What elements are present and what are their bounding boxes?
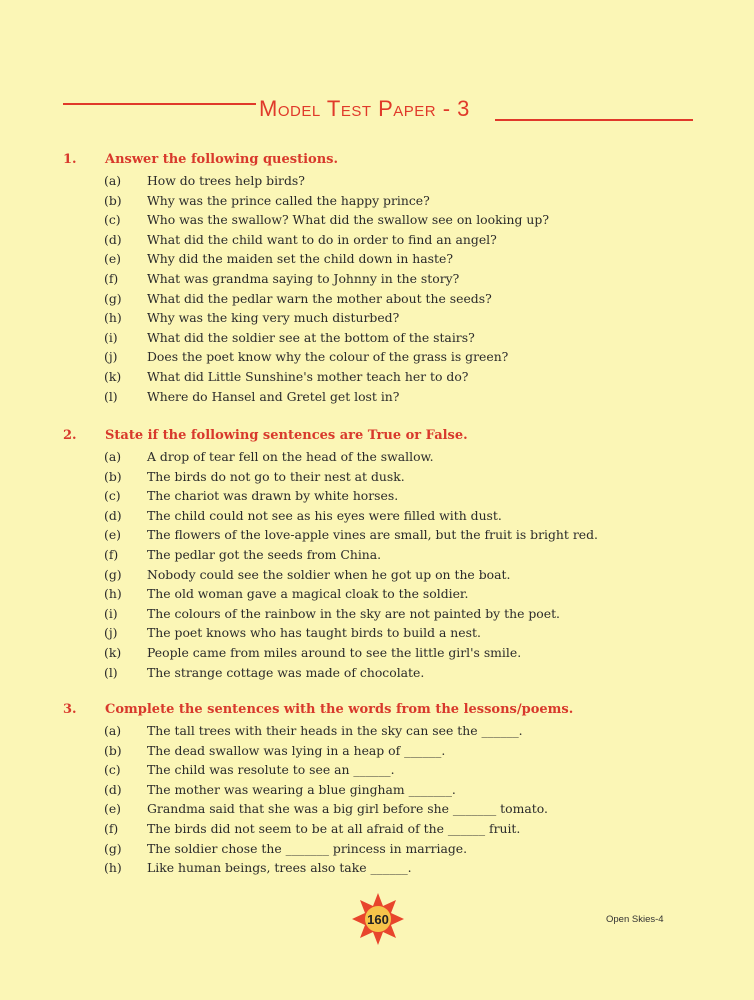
item-label: (g) xyxy=(104,290,122,306)
item-text: Nobody could see the soldier when he got up on the boat. xyxy=(147,566,511,582)
item-text: Where do Hansel and Gretel get lost in? xyxy=(147,388,400,404)
item-label: (h) xyxy=(104,310,122,326)
item-label: (j) xyxy=(104,625,118,641)
item-text: The pedlar got the seeds from China. xyxy=(147,546,382,562)
item-label: (f) xyxy=(104,820,119,836)
item-label: (k) xyxy=(104,644,122,660)
section-1 xyxy=(63,152,693,408)
section-header xyxy=(63,152,693,173)
item-label: (a) xyxy=(104,723,122,738)
statement-item xyxy=(63,567,693,587)
fill-blank-item xyxy=(63,860,693,880)
item-label: (c) xyxy=(104,762,121,778)
title-rule-left xyxy=(63,103,256,105)
item-text: Does the poet know why the colour of the grass is green? xyxy=(147,349,509,365)
item-label: (l) xyxy=(104,388,118,404)
question-item xyxy=(63,212,693,232)
item-text: The tall trees with their heads in the sky can see the ______. xyxy=(147,723,523,738)
statement-item xyxy=(63,625,693,645)
item-label: (e) xyxy=(104,527,122,543)
page-number: 160 xyxy=(367,912,389,927)
section-2 xyxy=(63,428,693,684)
question-item xyxy=(63,349,693,369)
question-item xyxy=(63,173,693,193)
question-item xyxy=(63,193,693,213)
item-text: The birds did not seem to be at all afraid of the ______ fruit. xyxy=(147,820,521,836)
statement-item xyxy=(63,488,693,508)
section-header xyxy=(63,428,693,449)
item-text: The mother was wearing a blue gingham _______. xyxy=(147,781,456,797)
item-label: (b) xyxy=(104,468,122,484)
statement-item xyxy=(63,449,693,469)
statement-item xyxy=(63,645,693,665)
item-text: Like human beings, trees also take ______. xyxy=(147,860,412,876)
fill-blank-item xyxy=(63,801,693,821)
question-item xyxy=(63,251,693,271)
item-label: (j) xyxy=(104,349,118,365)
item-text: The child was resolute to see an ______. xyxy=(147,762,395,778)
fill-blank-item xyxy=(63,762,693,782)
item-text: The flowers of the love-apple vines are small, but the fruit is bright red. xyxy=(147,527,598,543)
item-text: The strange cottage was made of chocolate. xyxy=(147,664,425,680)
statement-item xyxy=(63,508,693,528)
question-item xyxy=(63,232,693,252)
section-3 xyxy=(63,702,693,880)
item-label: (c) xyxy=(104,212,121,228)
item-label: (l) xyxy=(104,664,118,680)
question-item xyxy=(63,389,693,409)
item-label: (d) xyxy=(104,231,122,247)
item-text: How do trees help birds? xyxy=(147,173,305,188)
section-number: 3. xyxy=(63,702,77,717)
item-label: (h) xyxy=(104,586,122,602)
item-text: Why was the prince called the happy prince? xyxy=(147,192,430,208)
item-text: The chariot was drawn by white horses. xyxy=(147,488,399,504)
item-label: (b) xyxy=(104,192,122,208)
item-text: Why did the maiden set the child down in haste? xyxy=(147,251,453,267)
item-label: (h) xyxy=(104,860,122,876)
item-label: (a) xyxy=(104,173,122,188)
item-text: The soldier chose the _______ princess in marriage. xyxy=(147,840,468,856)
fill-blank-item xyxy=(63,841,693,861)
section-title: Complete the sentences with the words from the lessons/poems. xyxy=(105,702,574,717)
title-rule-right xyxy=(495,119,693,121)
item-label: (f) xyxy=(104,270,119,286)
question-item xyxy=(63,271,693,291)
item-label: (f) xyxy=(104,546,119,562)
fill-blank-item xyxy=(63,782,693,802)
statement-item xyxy=(63,606,693,626)
question-item xyxy=(63,310,693,330)
title-row xyxy=(63,96,693,126)
item-label: (d) xyxy=(104,507,122,523)
statement-item xyxy=(63,547,693,567)
item-text: The poet knows who has taught birds to build a nest. xyxy=(147,625,481,641)
statement-item xyxy=(63,469,693,489)
statement-item xyxy=(63,665,693,685)
question-item xyxy=(63,291,693,311)
item-text: Why was the king very much disturbed? xyxy=(147,310,400,326)
item-text: What did the soldier see at the bottom of the stairs? xyxy=(147,329,475,345)
item-label: (d) xyxy=(104,781,122,797)
fill-blank-item xyxy=(63,723,693,743)
item-text: People came from miles around to see the little girl's smile. xyxy=(147,644,522,660)
item-label: (b) xyxy=(104,742,122,758)
fill-blank-item xyxy=(63,821,693,841)
item-label: (c) xyxy=(104,488,121,504)
item-text: The colours of the rainbow in the sky are not painted by the poet. xyxy=(147,605,560,621)
item-label: (a) xyxy=(104,449,122,464)
item-label: (g) xyxy=(104,566,122,582)
item-text: The dead swallow was lying in a heap of ______. xyxy=(147,742,446,758)
item-text: What was grandma saying to Johnny in the story? xyxy=(147,270,460,286)
section-header xyxy=(63,702,693,723)
item-text: What did Little Sunshine's mother teach her to do? xyxy=(147,368,469,384)
item-text: What did the pedlar warn the mother about the seeds? xyxy=(147,290,492,306)
item-text: A drop of tear fell on the head of the swallow. xyxy=(147,449,434,464)
item-label: (e) xyxy=(104,251,122,267)
item-text: Grandma said that she was a big girl before she _______ tomato. xyxy=(147,801,548,817)
item-text: The old woman gave a magical cloak to the soldier. xyxy=(147,586,469,602)
statement-item xyxy=(63,527,693,547)
book-title: Open Skies-4 xyxy=(606,914,664,925)
section-title: State if the following sentences are True or False. xyxy=(105,428,468,443)
item-text: What did the child want to do in order to find an angel? xyxy=(147,231,497,247)
section-number: 1. xyxy=(63,152,77,167)
item-label: (e) xyxy=(104,801,122,817)
question-item xyxy=(63,330,693,350)
item-text: The birds do not go to their nest at dusk. xyxy=(147,468,405,484)
question-item xyxy=(63,369,693,389)
section-title: Answer the following questions. xyxy=(105,152,338,167)
item-label: (g) xyxy=(104,840,122,856)
statement-item xyxy=(63,586,693,606)
page-title: Model Test Paper - 3 xyxy=(259,96,470,121)
item-text: Who was the swallow? What did the swallow see on looking up? xyxy=(147,212,549,228)
item-label: (k) xyxy=(104,368,122,384)
item-label: (i) xyxy=(104,605,118,621)
section-number: 2. xyxy=(63,428,77,443)
fill-blank-item xyxy=(63,743,693,763)
item-label: (i) xyxy=(104,329,118,345)
item-text: The child could not see as his eyes were filled with dust. xyxy=(147,507,502,523)
